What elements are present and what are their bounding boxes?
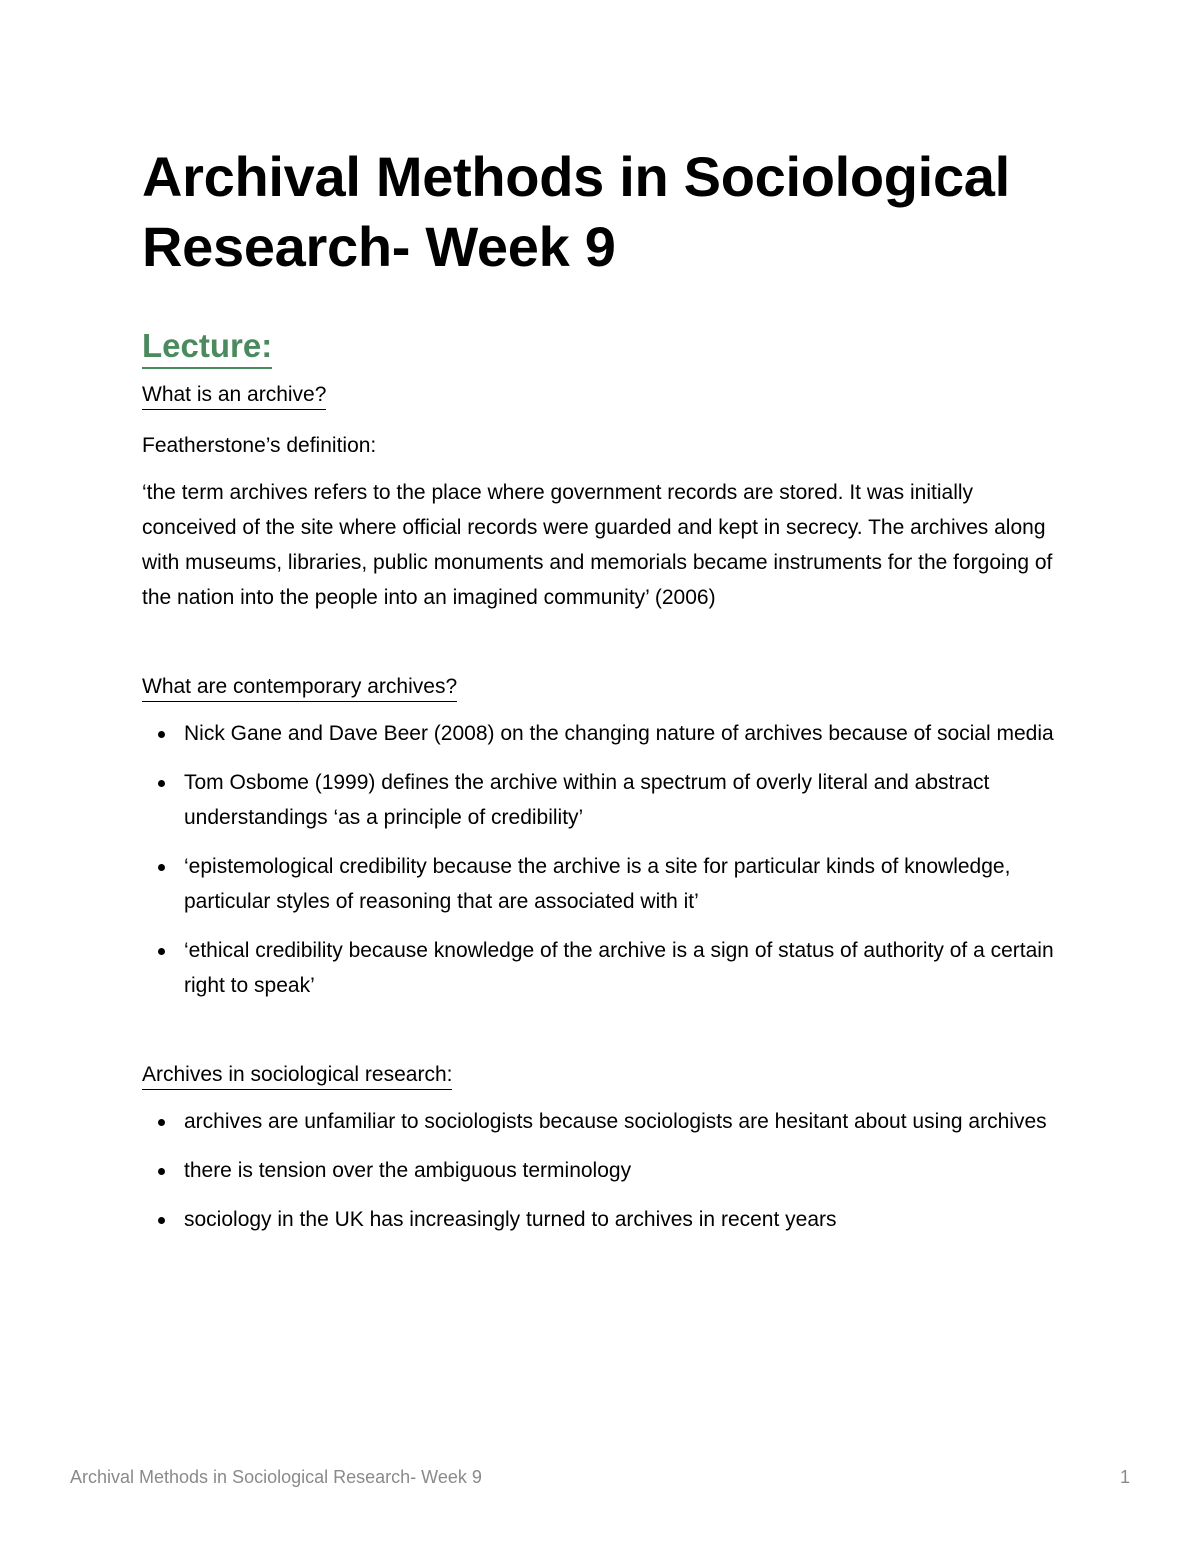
bullet-icon — [158, 1119, 165, 1126]
list-item — [142, 716, 1062, 751]
list-item-text: there is tension over the ambiguous terminology — [184, 1159, 632, 1182]
document-page — [142, 142, 1062, 1251]
list-item-text: Nick Gane and Dave Beer (2008) on the changing nature of archives because of social media — [184, 722, 1054, 745]
document-title-line-1: Archival Methods in Sociological — [142, 145, 1010, 208]
list-item — [142, 849, 1062, 919]
list-item — [142, 1202, 1062, 1237]
bullet-icon — [158, 731, 165, 738]
definition-quote: ‘the term archives refers to the place where government records are stored. It was initially conceived of the site where official records were guarded and kept in secrecy. The archives along with museums, libraries, public monuments and memorials became instruments for the forgoing of the nation into the people into an imagined community’ (2006) — [142, 481, 1053, 609]
bullet-icon — [158, 780, 165, 787]
contemporary-archives-list — [142, 716, 1062, 1003]
list-item-text: Tom Osbome (1999) defines the archive within a spectrum of overly literal and abstract understandings ‘as a principle of credibility’ — [184, 771, 990, 829]
bullet-icon — [158, 1217, 165, 1224]
list-item — [142, 1153, 1062, 1188]
list-item — [142, 1104, 1062, 1139]
document-title-line-2: Research- Week 9 — [142, 215, 616, 278]
list-item — [142, 765, 1062, 835]
definition-label: Featherstone’s definition: — [142, 434, 377, 457]
footer-page-number: 1 — [1119, 1467, 1130, 1487]
bullet-icon — [158, 864, 165, 871]
list-item — [142, 933, 1062, 1003]
list-item-text: ‘epistemological credibility because the archive is a site for particular kinds of knowledge, particular styles of reasoning that are associated with it’ — [184, 855, 1011, 913]
question-archives-in-research: Archives in sociological research: — [142, 1061, 452, 1090]
list-item-text: ‘ethical credibility because knowledge of the archive is a sign of status of authority of a certain right to speak’ — [184, 939, 1054, 997]
lecture-heading: Lecture: — [142, 326, 272, 369]
list-item-text: sociology in the UK has increasingly turned to archives in recent years — [184, 1208, 837, 1231]
footer-title: Archival Methods in Sociological Research- Week 9 — [70, 1467, 482, 1487]
archives-research-list — [142, 1104, 1062, 1237]
document-title — [142, 142, 1062, 282]
list-item-text: archives are unfamiliar to sociologists because sociologists are hesitant about using archives — [184, 1110, 1047, 1133]
question-what-is-archive: What is an archive? — [142, 381, 326, 410]
question-contemporary-archives: What are contemporary archives? — [142, 673, 457, 702]
bullet-icon — [158, 1168, 165, 1175]
bullet-icon — [158, 948, 165, 955]
